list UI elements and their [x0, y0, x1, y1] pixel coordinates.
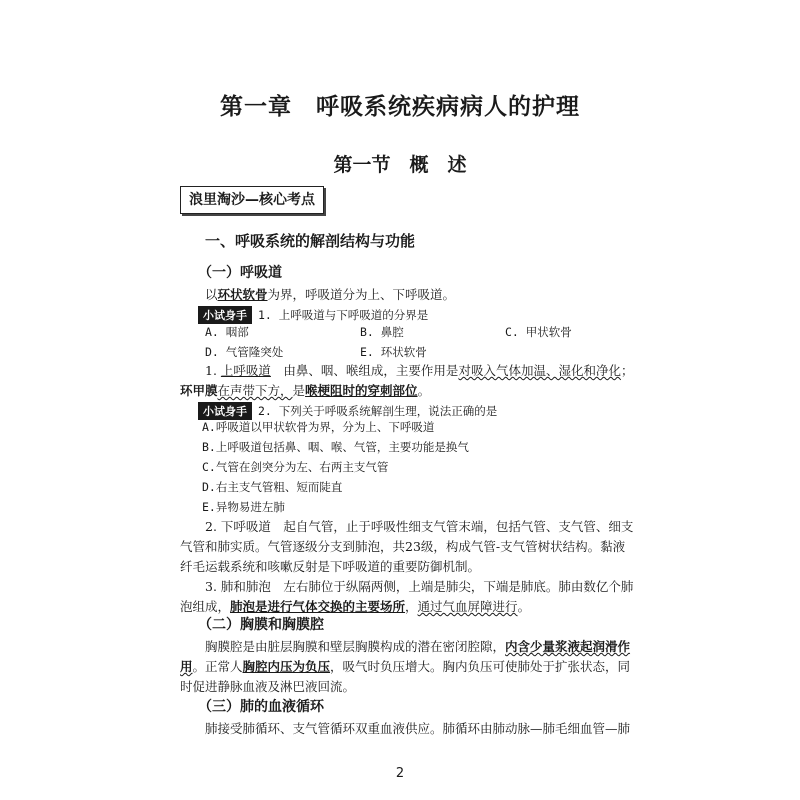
quiz-option: E.异物易进左肺	[202, 500, 285, 514]
quiz-question-2	[198, 400, 497, 420]
subheading-pleura: （二）胸膜和胸膜腔	[198, 617, 324, 633]
paragraph-circulation: 肺接受肺循环、支气管循环双重血液供应。肺循环由肺动脉—肺毛细血管—肺	[205, 721, 631, 736]
paragraph-lower-airway-line3: 纤毛运载系统和咳嗽反射是下呼吸道的重要防御机制。	[180, 559, 481, 574]
quiz-option: D.右主支气管粗、短而陡直	[202, 480, 343, 494]
chapter-title: 第一章 呼吸系统疾病病人的护理	[220, 93, 580, 120]
quiz-option: C. 甲状软骨	[505, 325, 572, 339]
heading-respiratory-structure: 一、呼吸系统的解剖结构与功能	[205, 232, 416, 250]
key-points-banner: 浪里淘沙—核心考点	[180, 186, 324, 214]
paragraph-upper-airway-line2: 环甲膜在声带下方，是喉梗阻时的穿刺部位。	[180, 383, 431, 398]
quiz-option: B.上呼吸道包括鼻、咽、喉、气管，主要功能是换气	[202, 440, 469, 454]
paragraph-upper-airway-line1: 1. 上呼吸道 由鼻、咽、喉组成，主要作用是对吸入气体加温、湿化和净化；	[205, 363, 634, 378]
quiz-option: E. 环状软骨	[360, 345, 427, 359]
quiz-tag: 小试身手	[198, 402, 252, 420]
quiz-question-1	[198, 304, 428, 324]
paragraph-lower-airway-line1: 2. 下呼吸道 起自气管，止于呼吸性细支气管末端，包括气管、支气管、细支	[205, 519, 634, 534]
quiz-tag: 小试身手	[198, 306, 252, 324]
quiz-option: A. 咽部	[205, 325, 249, 339]
highlight-cricoid: 环状软骨	[217, 287, 268, 302]
paragraph-lungs-line2: 泡组成，肺泡是进行气体交换的主要场所，通过气血屏障进行。	[180, 599, 531, 614]
quiz-option: A.呼吸道以甲状软骨为界，分为上、下呼吸道	[202, 420, 435, 434]
paragraph-lungs-line1: 3. 肺和肺泡 左右肺位于纵隔两侧，上端是肺尖，下端是肺底。肺由数亿个肺	[205, 579, 634, 594]
subheading-pulmonary-circulation: （三）肺的血液循环	[198, 699, 324, 715]
paragraph-airway-boundary: 以环状软骨为界，呼吸道分为上、下呼吸道。	[205, 287, 456, 302]
quiz-option: B. 鼻腔	[360, 325, 404, 339]
page-number: 2	[395, 766, 405, 781]
quiz-stem: 1. 上呼吸道与下呼吸道的分界是	[258, 308, 429, 322]
quiz-option: C.气管在剑突分为左、右两主支气管	[202, 460, 389, 474]
quiz-option: D. 气管隆突处	[205, 345, 284, 359]
quiz-stem: 2. 下列关于呼吸系统解剖生理，说法正确的是	[258, 404, 498, 418]
paragraph-pleura-line3: 时促进静脉血液及淋巴液回流。	[180, 679, 356, 694]
paragraph-pleura-line1: 胸膜腔是由脏层胸膜和壁层胸膜构成的潜在密闭腔隙，内含少量浆液起润滑作	[205, 639, 631, 654]
subheading-airway: （一）呼吸道	[198, 265, 282, 281]
section-title: 第一节 概 述	[333, 154, 467, 176]
paragraph-lower-airway-line2: 气管和肺实质。气管逐级分支到肺泡，共23级，构成气管-支气管树状结构。黏液	[180, 539, 626, 554]
paragraph-pleura-line2: 用。正常人胸腔内压为负压，吸气时负压增大。胸内负压可使肺处于扩张状态，同	[180, 659, 631, 674]
